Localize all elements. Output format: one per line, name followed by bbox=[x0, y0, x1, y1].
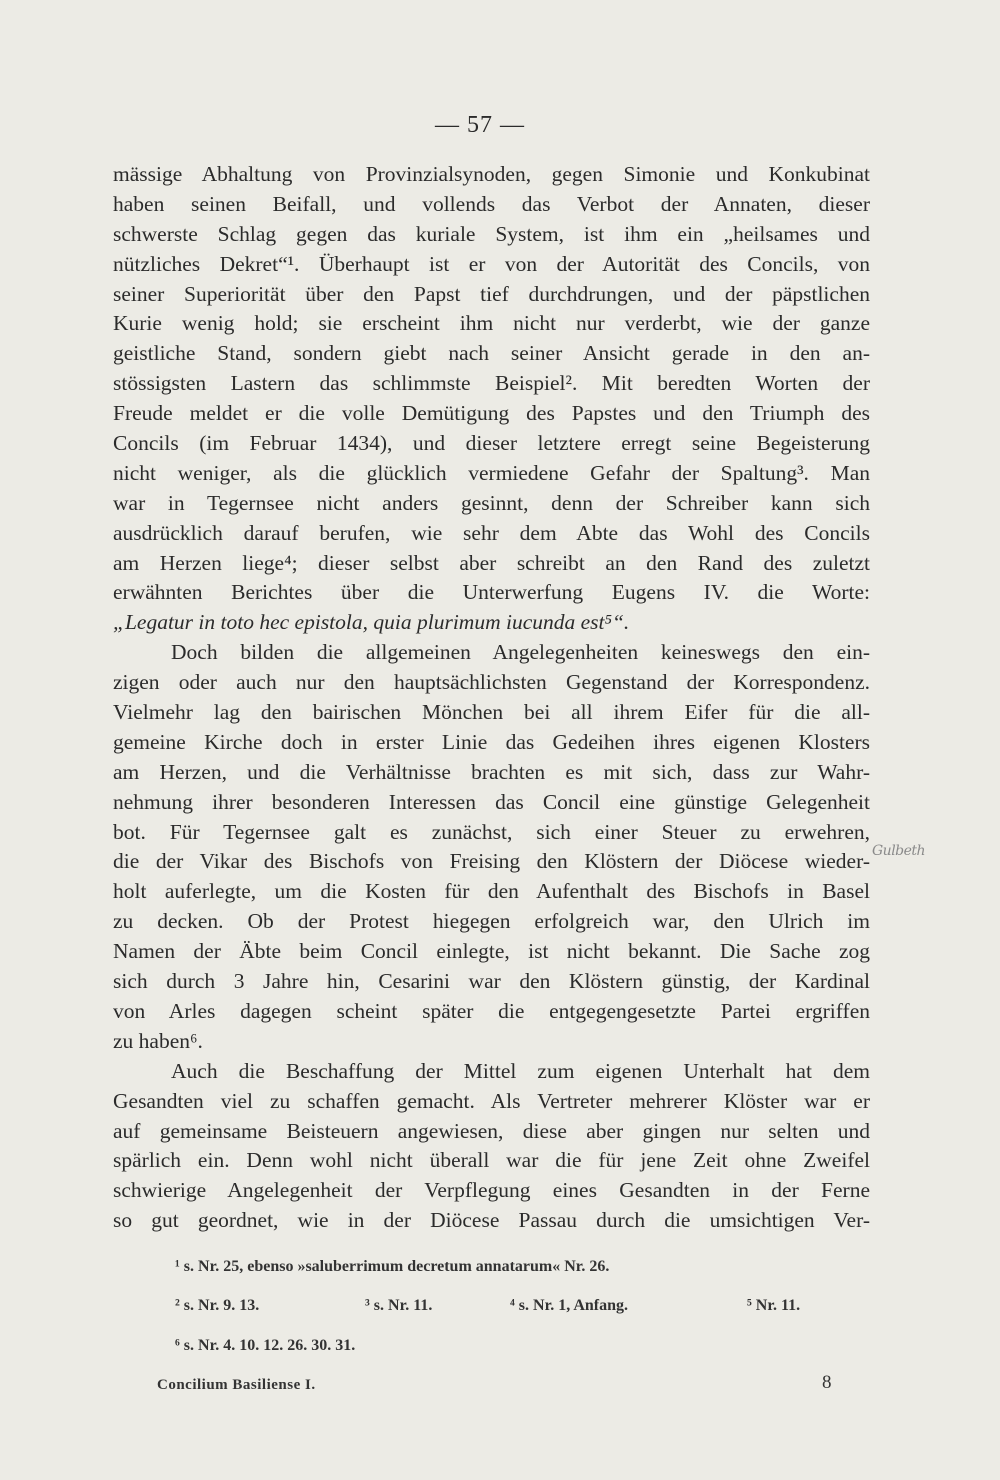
body-line: Freude meldet er die volle Demütigung des Papstes und den Triumph des bbox=[113, 401, 870, 426]
body-line: Doch bilden die allgemeinen Angelegenheiten keineswegs den ein- bbox=[171, 640, 870, 665]
footnote-2: ² s. Nr. 9. 13. bbox=[175, 1297, 260, 1314]
quoted-latin-line: „Legatur in toto hec epistola, quia plurimum iucunda est⁵“. bbox=[113, 610, 630, 635]
signature-title: Concilium Basiliense I. bbox=[157, 1377, 316, 1393]
body-line: von Arles dagegen scheint später die entgegengesetzte Partei ergriffen bbox=[113, 998, 870, 1023]
body-line: am Herzen, und die Verhältnisse brachten es mit sich, dass zur Wahr- bbox=[113, 759, 870, 784]
body-line: nützliches Dekret“¹. Überhaupt ist er von der Autorität des Concils, von bbox=[113, 251, 870, 276]
body-line: spärlich ein. Denn wohl nicht überall war die für jene Zeit ohne Zweifel bbox=[113, 1148, 870, 1173]
body-line: gemeine Kirche doch in erster Linie das Gedeihen ihres eigenen Klosters bbox=[113, 729, 870, 754]
body-line: auf gemeinsame Beisteuern angewiesen, diese aber gingen nur selten und bbox=[113, 1118, 870, 1143]
body-line: sich durch 3 Jahre hin, Cesarini war den Klöstern günstig, der Kardinal bbox=[113, 969, 870, 994]
body-line: seiner Superiorität über den Papst tief durchdrungen, und der päpstlichen bbox=[113, 281, 870, 306]
body-line: Namen der Äbte beim Concil einlegte, ist nicht bekannt. Die Sache zog bbox=[113, 939, 870, 964]
body-line: Concils (im Februar 1434), und dieser letztere erregt seine Begeisterung bbox=[113, 431, 870, 456]
body-line: mässige Abhaltung von Provinzialsynoden, gegen Simonie und Konkubinat bbox=[113, 162, 870, 186]
body-line: so gut geordnet, wie in der Diöcese Passau durch die umsichtigen Ver- bbox=[113, 1208, 870, 1233]
footnote-1: ¹ s. Nr. 25, ebenso »saluberrimum decretum annatarum« Nr. 26. bbox=[175, 1258, 610, 1275]
body-line: Kurie wenig hold; sie erscheint ihm nicht nur verderbt, wie der ganze bbox=[113, 311, 870, 336]
body-text bbox=[113, 160, 870, 1236]
body-line: holt auferlegte, um die Kosten für den Aufenthalt des Bischofs in Basel bbox=[113, 879, 870, 904]
body-line: zu haben⁶. bbox=[113, 1028, 203, 1053]
signature-number: 8 bbox=[822, 1372, 832, 1393]
body-line: schwierige Angelegenheit der Verpflegung eines Gesandten in der Ferne bbox=[113, 1178, 870, 1203]
body-line: die der Vikar des Bischofs von Freising den Klöstern der Diöcese wieder- bbox=[113, 849, 870, 874]
page-number: — 57 — bbox=[435, 112, 525, 138]
footnote-5: ⁵ Nr. 11. bbox=[747, 1297, 801, 1314]
body-line: Auch die Beschaffung der Mittel zum eigenen Unterhalt hat dem bbox=[171, 1058, 870, 1083]
body-line: haben seinen Beifall, und vollends das Verbot der Annaten, dieser bbox=[113, 191, 870, 216]
body-line: nicht weniger, als die glücklich vermiedene Gefahr der Spaltung³. Man bbox=[113, 460, 870, 485]
body-line: am Herzen liege⁴; dieser selbst aber schreibt an den Rand des zuletzt bbox=[113, 550, 870, 575]
body-line: Vielmehr lag den bairischen Mönchen bei all ihrem Eifer für die all- bbox=[113, 700, 870, 725]
footnote-4: ⁴ s. Nr. 1, Anfang. bbox=[510, 1297, 629, 1314]
body-line: ausdrücklich darauf berufen, wie sehr dem Abte das Wohl des Concils bbox=[113, 520, 870, 545]
body-line: stössigsten Lastern das schlimmste Beispiel². Mit beredten Worten der bbox=[113, 371, 870, 396]
footnote-3: ³ s. Nr. 11. bbox=[365, 1297, 433, 1314]
body-line: bot. Für Tegernsee galt es zunächst, sich einer Steuer zu erwehren, bbox=[113, 819, 870, 844]
body-line: zigen oder auch nur den hauptsächlichsten Gegenstand der Korrespondenz. bbox=[113, 670, 870, 695]
body-line: nehmung ihrer besonderen Interessen das Concil eine günstige Gelegenheit bbox=[113, 789, 870, 814]
body-line: zu decken. Ob der Protest hiegegen erfolgreich war, den Ulrich im bbox=[113, 909, 870, 934]
body-line: schwerste Schlag gegen das kuriale System, ist ihm ein „heilsames und bbox=[113, 221, 870, 246]
body-line: geistliche Stand, sondern giebt nach seiner Ansicht gerade in den an- bbox=[113, 341, 870, 366]
footnote-6: ⁶ s. Nr. 4. 10. 12. 26. 30. 31. bbox=[175, 1337, 356, 1354]
body-line: war in Tegernsee nicht anders gesinnt, denn der Schreiber kann sich bbox=[113, 490, 870, 515]
body-line: Gesandten viel zu schaffen gemacht. Als Vertreter mehrerer Klöster war er bbox=[113, 1088, 870, 1113]
body-line: erwähnten Berichtes über die Unterwerfung Eugens IV. die Worte: bbox=[113, 580, 870, 605]
handwritten-margin-note: Gulbeth bbox=[872, 843, 926, 859]
